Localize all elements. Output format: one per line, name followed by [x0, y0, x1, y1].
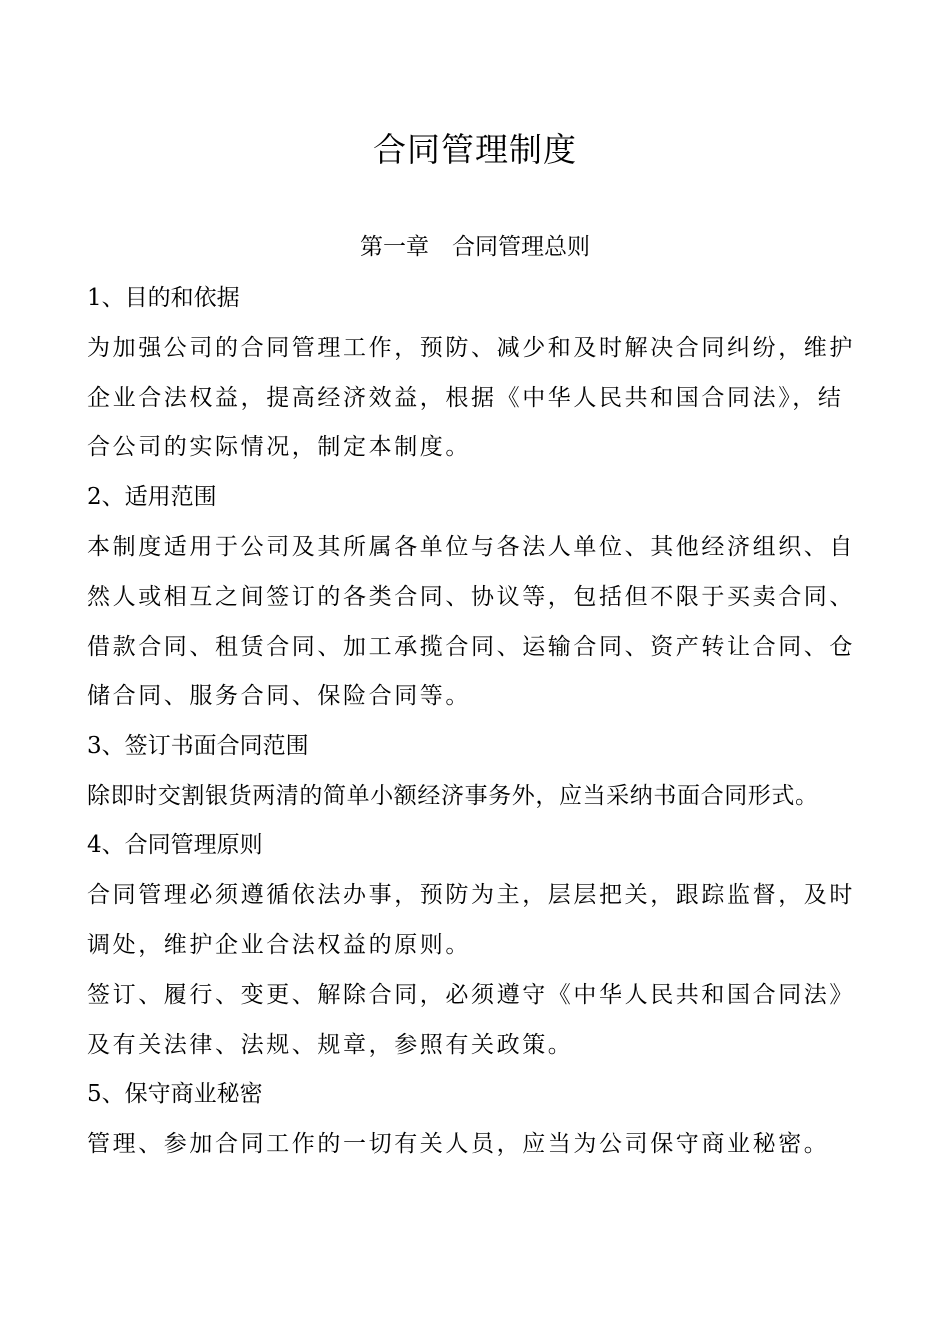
paragraph-line: 然人或相互之间签订的各类合同、协议等，包括但不限于买卖合同、 — [87, 584, 855, 610]
paragraph-line: 合公司的实际情况，制定本制度。 — [87, 434, 471, 460]
paragraph-line: 借款合同、租赁合同、加工承揽合同、运输合同、资产转让合同、仓 — [87, 634, 855, 660]
paragraph-line: 企业合法权益，提高经济效益，根据《中华人民共和国合同法》，结 — [87, 385, 844, 411]
paragraph-line: 及有关法律、法规、规章，参照有关政策。 — [87, 1032, 574, 1058]
paragraph-line: 本制度适用于公司及其所属各单位与各法人单位、其他经济组织、自 — [87, 534, 855, 560]
paragraph-line: 储合同、服务合同、保险合同等。 — [87, 683, 471, 709]
section-heading-written-contract: 3、签订书面合同范围 — [87, 733, 309, 759]
section-heading-principles: 4、合同管理原则 — [87, 832, 263, 858]
section-heading-purpose: 1、目的和依据 — [87, 285, 240, 311]
paragraph-line: 管理、参加合同工作的一切有关人员，应当为公司保守商业秘密。 — [87, 1131, 830, 1157]
paragraph-line: 调处，维护企业合法权益的原则。 — [87, 932, 471, 958]
section-heading-scope: 2、适用范围 — [87, 484, 217, 510]
paragraph-line: 合同管理必须遵循依法办事，预防为主，层层把关，跟踪监督，及时 — [87, 882, 855, 908]
paragraph-line: 为加强公司的合同管理工作，预防、减少和及时解决合同纠纷，维护 — [87, 335, 855, 361]
chapter-heading: 第一章 合同管理总则 — [360, 234, 590, 260]
section-heading-confidentiality: 5、保守商业秘密 — [87, 1081, 263, 1107]
paragraph-line: 除即时交割银货两清的简单小额经济事务外，应当采纳书面合同形式。 — [87, 783, 819, 809]
paragraph-line: 签订、履行、变更、解除合同，必须遵守《中华人民共和国合同法》 — [87, 982, 855, 1008]
document-title: 合同管理制度 — [373, 130, 577, 169]
